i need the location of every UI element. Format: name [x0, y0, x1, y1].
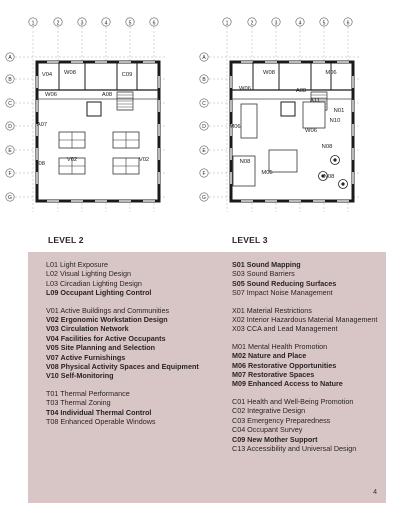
legend-left-column: [46, 260, 214, 435]
l2-grid-label: E: [8, 147, 12, 154]
legend-item: V10 Self-Monitoring: [46, 371, 114, 381]
l2-room-label: W06: [45, 92, 57, 98]
l2-grid-label: A: [8, 54, 12, 61]
l3-grid-label: C: [202, 100, 206, 107]
legend-item: T01 Thermal Performance: [46, 388, 130, 398]
l2-grid-label: 5: [128, 20, 132, 27]
legend-item: M01 Mental Health Promotion: [232, 341, 328, 351]
l2-room-label: A07: [36, 122, 48, 128]
l3-room-label: M06: [229, 124, 241, 130]
legend-item: C01 Health and Well-Being Promotion: [232, 396, 354, 406]
l2-room-label: V02: [66, 157, 78, 163]
legend-item: M02 Nature and Place: [232, 351, 307, 361]
legend-item: V07 Active Furnishings: [46, 352, 126, 362]
l2-grid-label: F: [8, 170, 12, 177]
l2-room-label: V04: [41, 72, 53, 78]
l3-room-label: N08: [239, 159, 251, 165]
l3-room-label: N10: [329, 118, 341, 124]
legend-item: X02 Interior Hazardous Material Management: [232, 315, 378, 325]
legend-item: T03 Thermal Zoning: [46, 398, 111, 408]
l3-room-label: W06: [305, 128, 317, 134]
l3-grid-label: 1: [225, 20, 229, 27]
page-number: 4: [373, 489, 377, 496]
legend-item: T04 Individual Thermal Control: [46, 407, 152, 417]
legend-item: M06 Restorative Opportunities: [232, 360, 337, 370]
l2-grid-label: D: [8, 123, 12, 130]
l3-table: [241, 104, 257, 138]
legend-item: L02 Visual Lighting Design: [46, 269, 131, 279]
legend-item: V05 Site Planning and Selection: [46, 343, 156, 353]
legend-item: M07 Restorative Spaces: [232, 370, 315, 380]
l2-grid-label: 2: [56, 20, 60, 27]
legend-item: C04 Occupant Survey: [232, 425, 303, 435]
l2-room-label: W08: [64, 70, 76, 76]
l3-room-label: N08: [323, 174, 335, 180]
floor-plans-area: [0, 0, 402, 252]
l2-grid-label: B: [8, 76, 12, 83]
l3-round-table: [341, 182, 344, 185]
left-group: [46, 389, 214, 427]
l3-grid-label: 3: [274, 20, 278, 27]
right-group: [232, 306, 382, 334]
right-group: [232, 342, 382, 389]
l3-grid-label: D: [202, 123, 206, 130]
l3-core: [281, 102, 295, 116]
legend-item: V08 Physical Activity Spaces and Equipment: [46, 362, 199, 372]
l2-outer-wall: [37, 62, 159, 201]
legend-item: L09 Occupant Lighting Control: [46, 288, 152, 298]
legend-item: C13 Accessibility and Universal Design: [232, 443, 357, 453]
l3-room-box: [269, 150, 297, 172]
legend-item: X01 Material Restrictions: [232, 305, 312, 315]
legend-item: V04 Facilities for Active Occupants: [46, 333, 166, 343]
l3-grid-label: 6: [346, 20, 350, 27]
l2-grid-label: 3: [80, 20, 84, 27]
legend-item: S03 Sound Barriers: [232, 269, 295, 279]
legend-item: M09 Enhanced Access to Nature: [232, 379, 343, 389]
left-group: [46, 306, 214, 381]
l2-grid-label: C: [8, 100, 12, 107]
l2-grid-label: 6: [152, 20, 156, 27]
l3-grid-label: B: [202, 76, 206, 83]
l2-room-label: T08: [35, 161, 45, 167]
legend-item: C03 Emergency Preparedness: [232, 415, 331, 425]
l3-room-label: M05: [261, 170, 273, 176]
l3-grid-label: E: [202, 147, 206, 154]
l3-room-label: N08: [321, 144, 333, 150]
level2-title: LEVEL 2: [48, 235, 84, 245]
l2-core: [87, 102, 101, 116]
legend-item: S07 Impact Noise Management: [232, 288, 333, 298]
legend-item: X03 CCA and Lead Management: [232, 324, 338, 334]
left-group: [46, 260, 214, 298]
legend-item: V03 Circulation Network: [46, 324, 129, 334]
legend-item: C09 New Mother Support: [232, 434, 318, 444]
level3-title: LEVEL 3: [232, 235, 268, 245]
right-group: [232, 260, 382, 298]
legend-item: S05 Sound Reducing Surfaces: [232, 278, 337, 288]
l3-room-label: M06: [325, 70, 337, 76]
l2-grid-label: 4: [104, 20, 108, 27]
legend-right-column: [232, 260, 382, 461]
l3-room-label: W08: [263, 70, 275, 76]
l3-room-label: A11: [310, 98, 320, 104]
l3-room-box: [303, 102, 325, 128]
l3-room-label: N01: [333, 108, 345, 114]
well-features-legend: [28, 252, 386, 503]
l3-grid-label: 2: [250, 20, 254, 27]
l2-room-label: C09: [121, 72, 133, 78]
legend-item: L03 Circadian Lighting Design: [46, 278, 142, 288]
l2-room-label: V02: [138, 157, 150, 163]
legend-item: V01 Active Buildings and Communities: [46, 305, 170, 315]
l2-grid-label: 1: [31, 20, 35, 27]
l2-room-label: A08: [101, 92, 113, 98]
l3-grid-label: 4: [298, 20, 302, 27]
l2-grid-label: G: [8, 194, 12, 201]
l3-room-label: A08: [295, 88, 307, 94]
l3-grid-label: A: [202, 54, 206, 61]
l3-grid-label: 5: [322, 20, 326, 27]
legend-item: C02 Integrative Design: [232, 406, 306, 416]
floor-plans-drawing: [0, 0, 402, 252]
legend-item: S01 Sound Mapping: [232, 260, 301, 269]
l3-room-label: W06: [239, 86, 251, 92]
l3-grid-label: G: [202, 194, 206, 201]
l3-round-table: [333, 158, 336, 161]
legend-item: L01 Light Exposure: [46, 260, 108, 269]
l3-grid-label: F: [202, 170, 206, 177]
legend-item: T08 Enhanced Operable Windows: [46, 417, 156, 427]
legend-item: V02 Ergonomic Workstation Design: [46, 315, 168, 325]
right-group: [232, 397, 382, 453]
